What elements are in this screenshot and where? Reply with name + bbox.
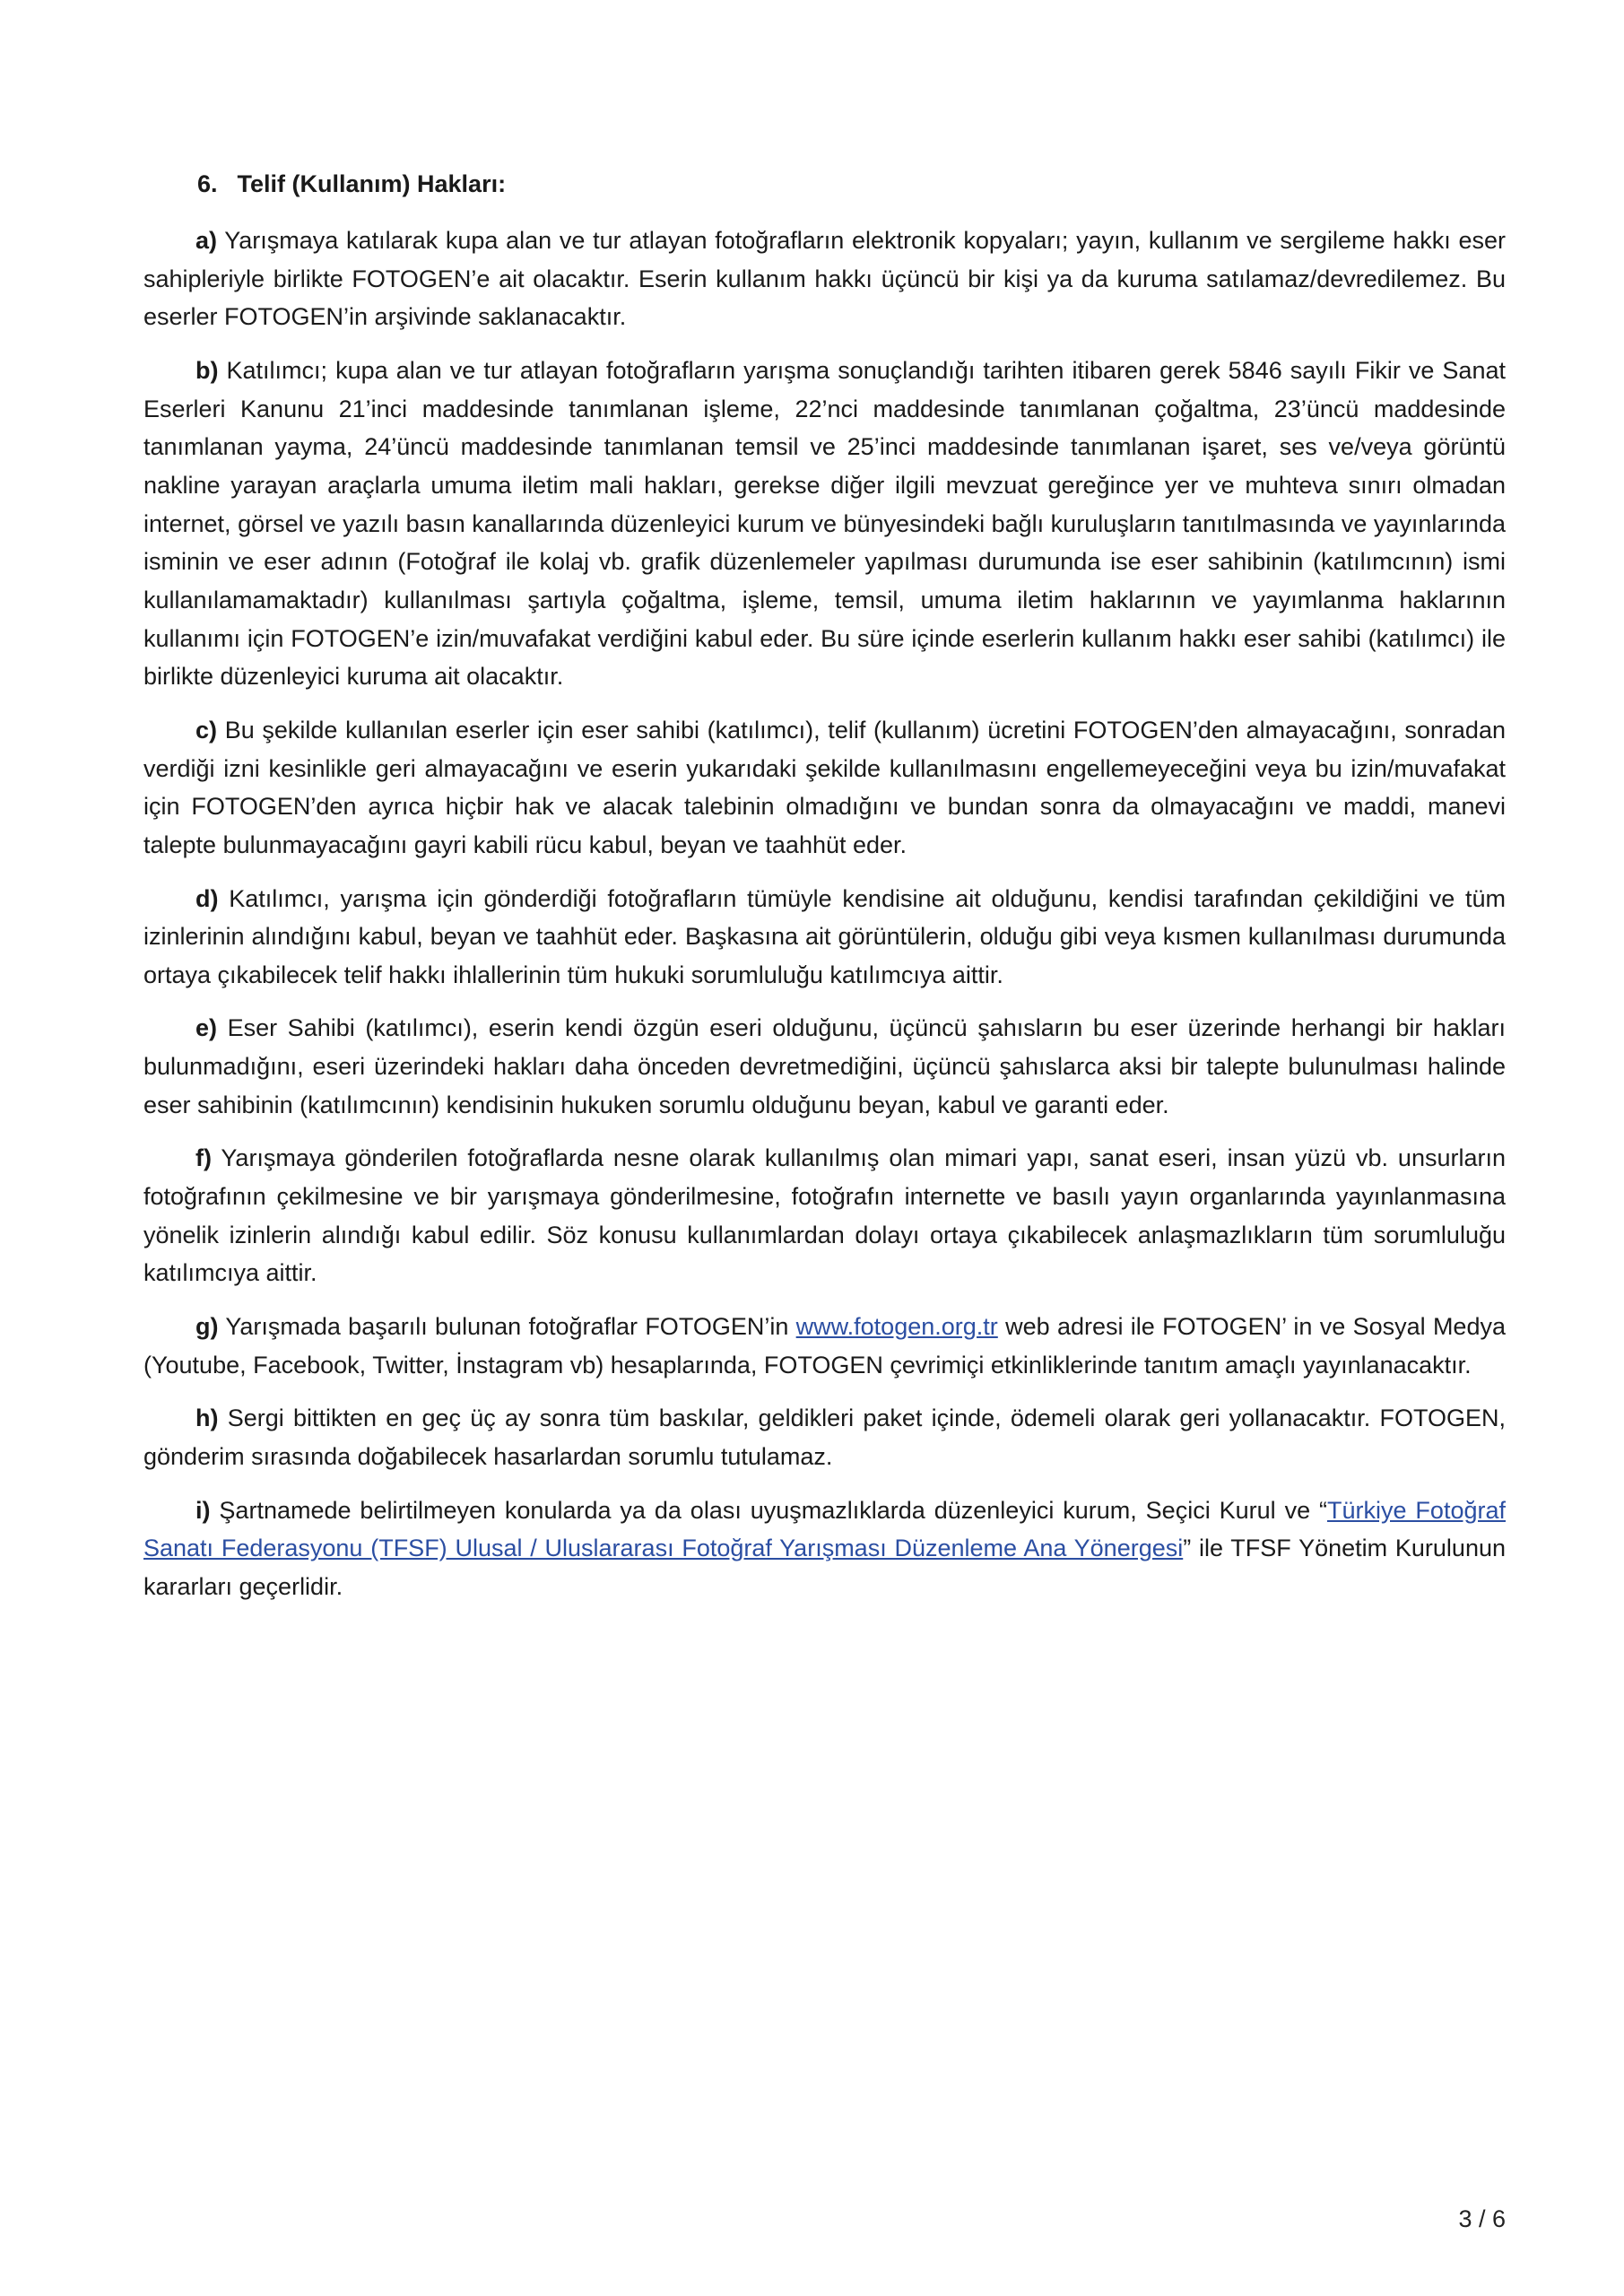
paragraph-marker: f) <box>195 1144 212 1172</box>
paragraph-a <box>143 222 1506 336</box>
paragraph-marker: c) <box>195 716 218 744</box>
paragraph-marker: i) <box>195 1496 211 1524</box>
paragraph-h <box>143 1399 1506 1475</box>
paragraph-g <box>143 1308 1506 1384</box>
paragraph-text: Katılımcı, yarışma için gönderdiği fotoğrafların tümüyle kendisine ait olduğunu, kendisi tarafından çekildiğini ve tüm izinlerinin alındığını kabul, beyan ve taahhüt eder. Başkasına ait görüntülerin, olduğu gibi veya kısmen kullanılması durumunda ortaya çıkabilecek telif hakkı ihlallerinin tüm hukuki sorumluluğu katılımcıya aittir. <box>143 884 1506 988</box>
paragraph-text: Sergi bittikten en geç üç ay sonra tüm baskılar, geldikleri paket içinde, ödemeli olarak geri yollanacaktır. FOTOGEN, gönderim sırasında doğabilecek hasarlardan sorumlu tutulamaz. <box>143 1405 1506 1471</box>
section-title: Telif (Kullanım) Hakları: <box>237 170 507 197</box>
paragraph-d <box>143 880 1506 995</box>
paragraph-text-before-link: Yarışmada başarılı bulunan fotoğraflar FOTOGEN’in <box>225 1313 796 1341</box>
section-heading <box>197 170 1506 198</box>
paragraph-marker: a) <box>195 227 218 254</box>
paragraph-text: Yarışmaya katılarak kupa alan ve tur atlayan fotoğrafların elektronik kopyaları; yayın, kullanım ve sergileme hakkı eser sahipleriyle birlikte FOTOGEN’e ait olacaktır. Eserin kullanım hakkı üçüncü bir kişi ya da kuruma satılamaz/devredilemez. Bu eserler FOTOGEN’in arşivinde saklanacaktır. <box>143 227 1507 331</box>
paragraph-marker: d) <box>195 884 219 912</box>
paragraph-text: Bu şekilde kullanılan eserler için eser sahibi (katılımcı), telif (kullanım) ücretini FOTOGEN’den almayacağını, sonradan verdiği izni kesinlikle geri almayacağını ve eserin yukarıdaki şekilde kullanılmasını engellemeyeceğini veya bu izin/muvafakat için FOTOGEN’den ayrıca hiçbir hak ve alacak talebinin olmadığını ve bundan sonra da olmayacağını ve maddi, manevi talepte bulunmayacağını gayri kabili rücu kabul, beyan ve taahhüt eder. <box>143 716 1506 858</box>
paragraph-f <box>143 1139 1506 1292</box>
paragraph-i <box>143 1492 1506 1606</box>
paragraph-marker: e) <box>195 1014 218 1042</box>
paragraph-text-before-link: Şartnamede belirtilmeyen konularda ya da olası uyuşmazlıklarda düzenleyici kurum, Seçici Kurul ve “ <box>219 1496 1327 1524</box>
paragraph-text-after-link: ” ile TFSF Yönetim Kurulunun kararları geçerlidir. <box>143 1535 1506 1600</box>
paragraph-b <box>143 352 1506 696</box>
paragraph-e <box>143 1009 1506 1124</box>
paragraph-marker: g) <box>195 1313 219 1341</box>
paragraph-marker: h) <box>195 1405 219 1432</box>
paragraph-text-after-link: web adresi ile FOTOGEN’ in ve Sosyal Medya (Youtube, Facebook, Twitter, İnstagram vb) hesaplarında, FOTOGEN çevrimiçi etkinliklerinde tanıtım amaçlı yayınlanacaktır. <box>143 1313 1506 1378</box>
paragraph-c <box>143 711 1506 865</box>
paragraph-text: Eser Sahibi (katılımcı), eserin kendi özgün eseri olduğunu, üçüncü şahısların bu eser üzerinde herhangi bir hakları bulunmadığını, eseri üzerindeki hakları daha önceden devretmediğini, üçüncü şahıslarca aksi bir talepte bulunulması halinde eser sahibinin (katılımcının) kendisinin hukuken sorumlu olduğunu beyan, kabul ve garanti eder. <box>143 1014 1506 1118</box>
paragraph-text: Katılımcı; kupa alan ve tur atlayan fotoğrafların yarışma sonuçlandığı tarihten itibaren gerek 5846 sayılı Fikir ve Sanat Eserleri Kanunu 21’inci maddesinde tanımlanan işleme, 22’nci maddesinde tanımlanan çoğaltma, 23’üncü maddesinde tanımlanan yayma, 24’üncü maddesinde tanımlanan temsil ve 25’inci maddesinde tanımlanan işaret, ses ve/veya görüntü nakline yarayan araçlarla umuma iletim mali hakları, gerekse diğer ilgili mevzuat gereğince yer ve muhteva sınırı olmadan internet, görsel ve yazılı basın kanallarında düzenleyici kurum ve bünyesindeki bağlı kuruluşların tanıtılmasında ve yayınlarında isminin ve eser adının (Fotoğraf ile kolaj vb. grafik düzenlemeler yapılması durumunda ise eser sahibinin (katılımcının) ismi kullanılamamaktadır) kullanılması şartıyla çoğaltma, işleme, temsil, umuma iletim haklarının ve yayımlanma haklarının kullanımı için FOTOGEN’e izin/muvafakat verdiğini kabul eder. Bu süre içinde eserlerin kullanım hakkı eser sahibi (katılımcı) ile birlikte düzenleyici kuruma ait olacaktır. <box>143 356 1506 691</box>
section-number: 6. <box>197 170 218 197</box>
fotogen-website-link[interactable]: www.fotogen.org.tr <box>795 1313 998 1341</box>
paragraph-text: Yarışmaya gönderilen fotoğraflarda nesne olarak kullanılmış olan mimari yapı, sanat eseri, insan yüzü vb. unsurların fotoğrafının çekilmesine ve bir yarışmaya gönderilmesine, fotoğrafın internette ve basılı yayın organlarında yayınlanmasına yönelik izinlerin alındığı kabul edilir. Söz konusu kullanımlardan dolayı ortaya çıkabilecek anlaşmazlıkların tüm sorumluluğu katılımcıya aittir. <box>143 1144 1506 1287</box>
paragraph-marker: b) <box>195 356 219 384</box>
page-number: 3 / 6 <box>1458 2205 1506 2232</box>
tfsf-yonerge-link[interactable]: Türkiye Fotoğraf Sanatı Federasyonu (TFSF) Ulusal / Uluslararası Fotoğraf Yarışması Düzenleme Ana Yönergesi <box>143 1496 1506 1562</box>
